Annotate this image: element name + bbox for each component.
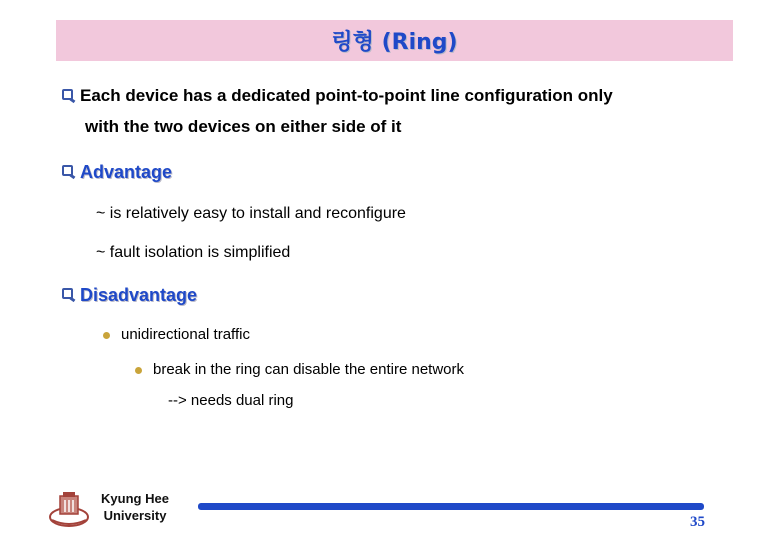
page-number: 35 [690,514,705,530]
university-name-line1: Kyung Hee [101,491,169,506]
bullet-dot-icon [103,332,110,339]
disadvantage-item-text: unidirectional traffic [121,326,250,343]
main-bullet-cont [85,111,401,142]
advantage-heading: Advantage [80,162,173,182]
advantage-item-2 [96,243,290,263]
disadvantage-note [168,391,294,411]
disadvantage-heading: Disadvantage [80,285,198,305]
university-name [95,490,175,524]
bullet-dot-icon [135,367,142,374]
checkbox-bullet-icon [62,288,73,299]
disadvantage-heading-row [62,282,197,308]
advantage-item-2-text: ~ fault isolation is simplified [96,244,291,261]
disadvantage-subitem-text: break in the ring can disable the entire network [153,361,465,378]
main-bullet [62,80,613,111]
university-name-line2: University [103,508,167,523]
advantage-item-1 [96,204,406,224]
main-bullet-line1: Each device has a dedicated point-to-point line configuration only [80,86,613,105]
disadvantage-subitem [135,360,464,380]
advantage-heading-row [62,159,172,185]
advantage-item-1-text: ~ is relatively easy to install and reconfigure [96,205,406,222]
disadvantage-note-text: --> needs dual ring [168,392,294,409]
checkbox-bullet-icon [62,89,73,100]
university-seal-icon [48,490,90,528]
disadvantage-item [103,325,250,345]
main-bullet-line2: with the two devices on either side of it [85,117,402,136]
title-bar [56,20,733,61]
slide-title: 링형 (Ring) [331,30,458,55]
footer-divider [198,503,704,510]
checkbox-bullet-icon [62,165,73,176]
